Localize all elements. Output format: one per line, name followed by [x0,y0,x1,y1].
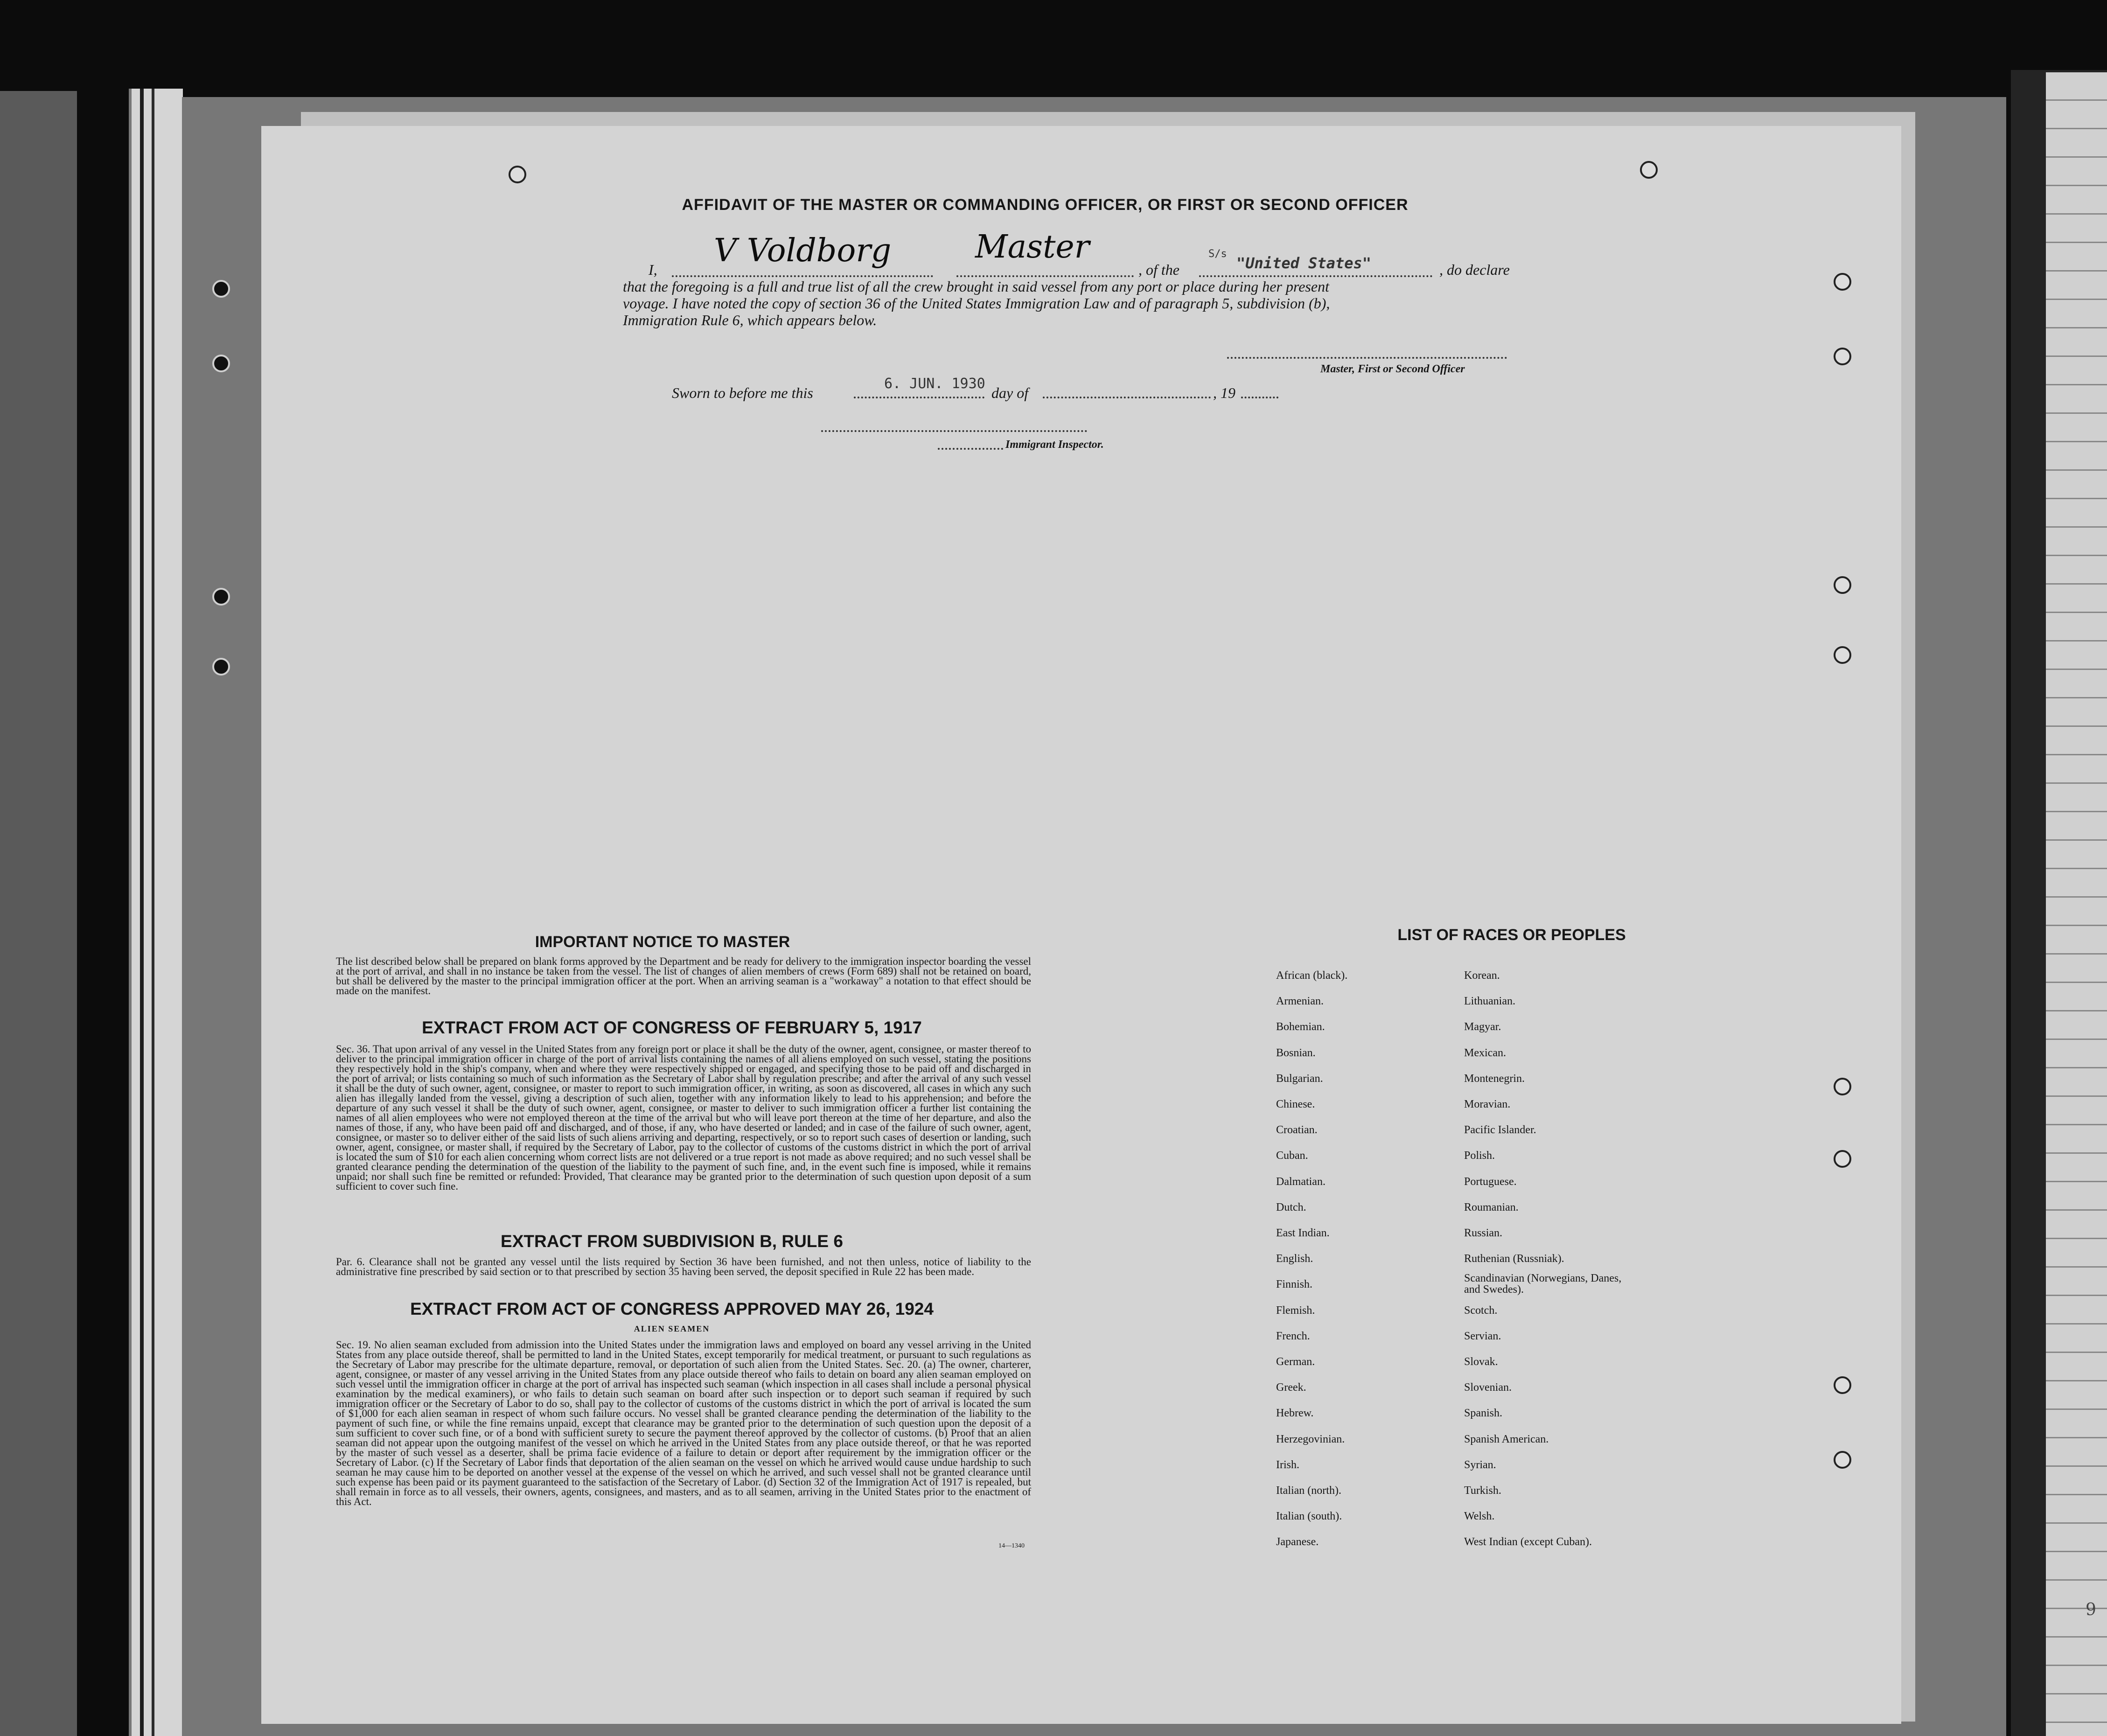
notice-body: The list described below shall be prepared on blank forms approved by the Department and be ready for delivery to the immigration inspector boarding the vessel at the port of arrival, and shall in no instance be taken from the vessel. The list of changes of alien members of crews (Form 689) shall not be retained on board, but shall be delivered by the master to the principal immigration officer at the port. When an arriving seaman is a "workaway" a notation to that effect should be made on the manifest. [336,955,1031,997]
inspector-caption: Immigrant Inspector. [1005,439,1104,451]
form-number: 14—1340 [998,1542,1025,1549]
notice-title: IMPORTANT NOTICE TO MASTER [535,933,790,951]
race-item: Spanish. [1464,1407,1503,1419]
punch-hole [1834,576,1851,594]
race-item: Japanese. [1276,1536,1319,1548]
race-item: Herzegovinian. [1276,1433,1345,1445]
vessel-prefix: S/s [1208,248,1227,260]
extract-1924-title: EXTRACT FROM ACT OF CONGRESS APPROVED MAY 26, 1924 [410,1299,934,1318]
punch-hole [509,166,526,183]
race-item: Armenian. [1276,995,1324,1007]
race-item: Pacific Islander. [1464,1124,1536,1136]
day-of-label: day of [991,384,1029,401]
race-item: English. [1276,1253,1313,1265]
race-item: Spanish American. [1464,1433,1549,1445]
punch-hole [212,658,230,676]
sworn-label: Sworn to before me this [672,384,813,401]
race-item: Lithuanian. [1464,995,1515,1007]
extract-rule6-title: EXTRACT FROM SUBDIVISION B, RULE 6 [501,1232,843,1251]
race-item: Dutch. [1276,1201,1306,1213]
race-item: French. [1276,1330,1310,1342]
affidavit-line-3: voyage. I have noted the copy of section 36 of the United States Immigration Law and of paragraph 5, subdivision (b), [623,295,1330,312]
race-item: Cuban. [1276,1150,1308,1162]
ruled-page-edge [2046,72,2107,1736]
sworn-date-stamp: 6. JUN. 1930 [884,376,985,392]
race-item: Bohemian. [1276,1021,1325,1033]
of-the-label: , of the [1138,261,1179,278]
race-item: Ruthenian (Russniak). [1464,1253,1564,1265]
race-item: Chinese. [1276,1098,1315,1110]
race-item: Welsh. [1464,1510,1495,1522]
punch-hole [1834,646,1851,664]
race-item: Slovak. [1464,1356,1498,1368]
punch-hole [1834,1376,1851,1394]
race-item: German. [1276,1356,1315,1368]
race-item: Montenegrin. [1464,1073,1525,1085]
vessel-blank [1199,275,1432,277]
punch-hole [1640,161,1658,179]
race-item: Bulgarian. [1276,1073,1323,1085]
master-signature-line [1227,357,1507,359]
punch-hole [1834,1078,1851,1095]
race-item: Hebrew. [1276,1407,1314,1419]
year-blank [1241,397,1278,398]
extract-rule6-body: Par. 6. Clearance shall not be granted any vessel until the lists required by Section 36 have been furnished, and not then unless, notice of liability to the administrative fine prescribed by said section or to that prescribed by section 35 having been served, the deposit specified in Rule 22 has been made. [336,1256,1031,1277]
race-item: Mexican. [1464,1047,1506,1059]
extract-1924-body: Sec. 19. No alien seaman excluded from admission into the United States under the immigration laws and employed on board any vessel arriving in the United States from any place outside thereof, shall be permitted to land in the United States, except temporarily for medical treatment, or pursuant to such regulations as the Secretary of Labor may prescribe for the ultimate departure, removal, or deportation of such alien from the United States. Sec. 20. (a) The owner, charterer, agent, consignee, or master of any vessel arriving in the United States from any place outside thereof who fails to detain on board any alien seaman employed on such vessel until the immigration officer in charge at the port of arrival has inspected such seaman (which inspection in all cases shall include a personal physical examination by the medical examiners), or who fails to detain such seaman on board after such inspection or to deport such seaman if required by such immigration officer or the Secretary of Labor to do so, shall pay to the collector of customs of the customs district in which the port of arrival is located the sum of $1,000 for each alien seaman in respect of whom such failure occurs. No vessel shall be granted clearance pending the determination of the liability to the payment of such fine, or while the fine remains unpaid, except that clearance may be granted prior to the determination of such question upon the deposit of a sum sufficient to cover such fine, or of a bond with sufficient surety to secure the payment thereof approved by the collector of customs. (b) Proof that an alien seaman did not appear upon the outgoing manifest of the vessel on which he arrived in the United States from any place outside thereof, or that he was reported by the master of such vessel as a deserter, shall be prima facie evidence of a failure to detain or deport after requirement by the immigration officer or the Secretary of Labor. (c) If the Secretary of Labor finds that deportation of the alien seaman on the vessel on which he arrived would cause undue hardship to such seaman he may cause him to be deported on another vessel at the expense of the vessel on which he arrived, and such vessel shall not be granted clearance until such expense has been paid or its payment guaranteed to the satisfaction of the Secretary of Labor. (d) Section 32 of the Immigration Act of 1917 is repealed, but shall remain in force as to all vessels, their owners, agents, consignees, and masters, and as to all seamen, arriving in the United States prior to the enactment of this Act. [336,1339,1031,1507]
rank-blank [956,275,1134,277]
punch-hole [1834,273,1851,291]
race-item: Italian (south). [1276,1510,1342,1522]
race-item: Turkish. [1464,1485,1501,1497]
affidavit-i-label: I, [649,261,657,278]
race-item: Flemish. [1276,1304,1315,1317]
binder-cord [152,89,154,1736]
race-item: Syrian. [1464,1459,1496,1471]
race-item: Irish. [1276,1459,1299,1471]
do-declare-label: , do declare [1439,261,1510,278]
affidavit-line-2: that the foregoing is a full and true list of all the crew brought in said vessel from any port or place during her present [623,278,1329,295]
scan-mark: 9 [2086,1600,2096,1619]
punch-hole [1834,1451,1851,1469]
alien-seamen-subtitle: ALIEN SEAMEN [634,1324,710,1333]
race-item: Scotch. [1464,1304,1498,1317]
extract-1917-title: EXTRACT FROM ACT OF CONGRESS OF FEBRUARY 5, 1917 [422,1018,922,1037]
race-item: Servian. [1464,1330,1501,1342]
race-item: Finnish. [1276,1278,1313,1290]
rank-handwritten: Master [975,229,1090,265]
binder-spine [129,89,183,1736]
race-item: Roumanian. [1464,1201,1519,1213]
sworn-date-blank [854,397,984,398]
extract-1917-body: Sec. 36. That upon arrival of any vessel in the United States from any foreign port or place it shall be the duty of the owner, agent, consignee, or master thereof to deliver to the principal immigration officer in charge of the port of arrival lists containing the names of all aliens employed on such vessel, stating the positions they respectively hold in the ship's company, when and where they were respectively shipped or engaged, and specifying those to be paid off and discharged in the port of arrival; or lists containing so much of such information as the Secretary of Labor shall by regulation prescribe; and after the arrival of any such vessel it shall be the duty of such owner, agent, consignee, or master to report to such immigration officer, in writing, as soon as discovered, all cases in which any such alien has illegally landed from the vessel, giving a description of such alien, together with any information likely to lead to his apprehension; and before the departure of any such vessel it shall be the duty of such owner, agent, consignee, or master to deliver to such immigration officer a further list containing the names of all alien employees who were not employed thereon at the time of the arrival but who will leave port thereon at the time of her departure, and also the names of those, if any, who have been paid off and discharged, and of those, if any, who have deserted or landed; and in case of the failure of such owner, agent, consignee, or master so to deliver either of the said lists of such aliens arriving and departing, respectively, or so to report such cases of desertion or landing, such owner, agent, consignee, or master shall, if required by the Secretary of Labor, pay to the collector of customs of the customs district in which the port of arrival is located the sum of $10 for each alien concerning whom correct lists are not delivered or a true report is not made as above required; and no such vessel shall be granted clearance pending the determination of the question of the liability to the payment of such fine, and, in the event such fine is imposed, while it remains unpaid; nor shall such fine be remitted or refunded: Provided, That clearance may be granted prior to the determination of such question upon deposit of a sum sufficient to cover such fine. [336,1043,1031,1192]
inspector-signature-line [821,430,1087,432]
race-item: Slovenian. [1464,1381,1512,1394]
master-caption: Master, First or Second Officer [1320,363,1465,375]
race-item: Croatian. [1276,1124,1318,1136]
punch-hole [212,588,230,606]
race-item: Moravian. [1464,1098,1511,1110]
race-item: Greek. [1276,1381,1306,1394]
race-item: Dalmatian. [1276,1176,1326,1188]
race-item: Magyar. [1464,1021,1501,1033]
inspector-leader [938,448,1003,450]
race-item: Scandinavian (Norwegians, Danes, and Swedes). [1464,1272,1622,1296]
punch-hole [1834,348,1851,365]
vessel-name: "United States" [1236,254,1371,272]
race-item: Bosnian. [1276,1047,1316,1059]
affidavit-title: AFFIDAVIT OF THE MASTER OR COMMANDING OFFICER, OR FIRST OR SECOND OFFICER [682,196,1409,214]
binder-left-edge [0,91,77,1736]
races-title: LIST OF RACES OR PEOPLES [1397,926,1626,944]
race-item: Korean. [1464,969,1500,982]
affidavit-line-4: Immigration Rule 6, which appears below. [623,312,877,328]
binder-cord [140,89,144,1736]
race-item: African (black). [1276,969,1348,982]
punch-hole [212,355,230,372]
race-item: Russian. [1464,1227,1503,1239]
punch-hole [212,280,230,298]
month-blank [1043,397,1211,398]
race-item: Polish. [1464,1150,1495,1162]
race-item: West Indian (except Cuban). [1464,1536,1592,1548]
race-item: East Indian. [1276,1227,1330,1239]
race-item: Italian (north). [1276,1485,1341,1497]
race-item: Portuguese. [1464,1176,1517,1188]
master-name-handwritten: V Voldborg [714,232,892,269]
year-label: , 19 [1213,384,1235,401]
name-blank [672,275,933,277]
punch-hole [1834,1150,1851,1168]
